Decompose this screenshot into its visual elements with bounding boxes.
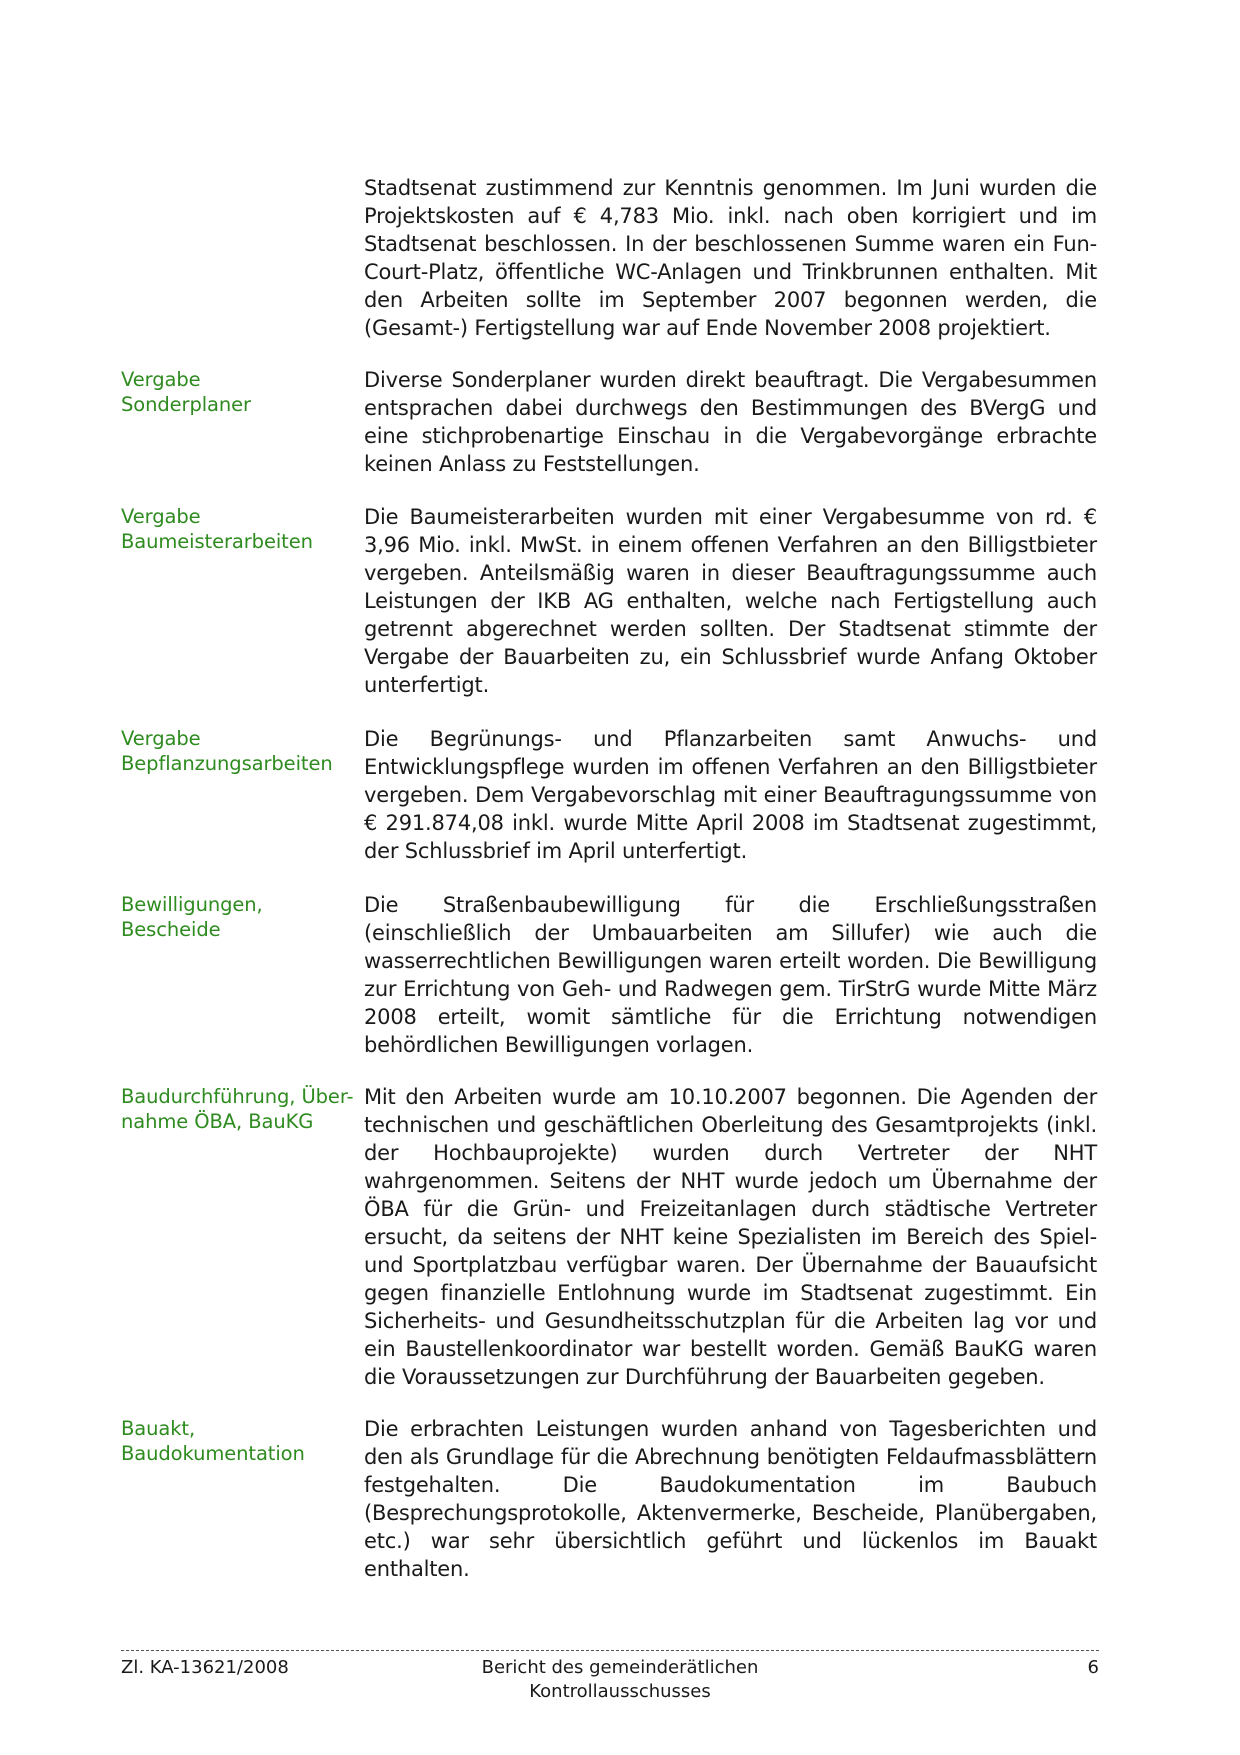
paragraph-bauakt: Die erbrachten Leistungen wurden anhand von Tagesberichten und den als Grundlage für die Abrechnung benötigten Feldaufmassblättern festgehalten. Die Baudokumentation im Baubuch (Besprechungsprotokolle, Aktenvermerke, Bescheide, Planübergaben, etc.) war sehr übersichtlich geführt und lückenlos im Bauakt enthalten. — [364, 1417, 1097, 1581]
page-number: 6 — [1087, 1657, 1099, 1678]
paragraph-baudurchfuehrung: Mit den Arbeiten wurde am 10.10.2007 begonnen. Die Agenden der technischen und geschäftlichen Oberleitung des Gesamtprojekts (inkl. der Hochbauprojekte) wurden durch Vertreter der NHT wahrgenommen. Seitens der NHT wurde jedoch um Übernahme der ÖBA für die Grün- und Freizeitanlagen durch städtische Vertreter ersucht, da seitens der NHT keine Spezialisten im Bereich des Spiel- und Sportplatzbau verfügbar waren. Der Übernahme der Bauaufsicht gegen finanzielle Entlohnung wurde im Stadtsenat zugestimmt. Ein Sicherheits- und Gesundheitsschutzplan für die Arbeiten lag vor und ein Baustellenkoordinator war bestellt worden. Gemäß BauKG waren die Voraussetzungen zur Durchführung der Bauarbeiten gegeben. — [364, 1085, 1097, 1389]
margin-note-baudurchfuehrung — [121, 1084, 356, 1134]
footer-divider — [121, 1650, 1099, 1651]
margin-note-line: Vergabe — [121, 368, 201, 391]
footer-reference: Zl. KA-13621/2008 — [121, 1657, 289, 1678]
margin-note-line: Bepflanzungsarbeiten — [121, 752, 333, 775]
margin-note-line: Bauakt, — [121, 1417, 196, 1440]
paragraph-baumeisterarbeiten: Die Baumeisterarbeiten wurden mit einer Vergabesumme von rd. € 3,96 Mio. inkl. MwSt. in einem offenen Verfahren an den Billigstbieter vergeben. Anteilsmäßig waren in dieser Beauftragungssumme auch Leistungen der IKB AG enthalten, welche nach Fertigstellung auch getrennt abgerechnet werden sollten. Der Stadtsenat stimmte der Vergabe der Bauarbeiten zu, ein Schlussbrief wurde Anfang Oktober unterfertigt. — [364, 505, 1097, 697]
margin-note-vergabe-baumeisterarbeiten — [121, 504, 356, 554]
paragraph-sonderplaner: Diverse Sonderplaner wurden direkt beauftragt. Die Vergabesummen entsprachen dabei durchwegs den Bestimmungen des BVergG und eine stichprobenartige Einschau in die Vergabevorgänge erbrachte keinen Anlass zu Feststellungen. — [364, 368, 1097, 476]
margin-note-vergabe-bepflanzungsarbeiten — [121, 726, 356, 776]
margin-note-line: Bescheide — [121, 918, 221, 941]
footer-title: Bericht des gemeinderätlichen Kontrollausschusses — [481, 1657, 759, 1702]
paragraph-continuation: Stadtsenat zustimmend zur Kenntnis genommen. Im Juni wurden die Projektskosten auf € 4,783 Mio. inkl. nach oben korrigiert und im Stadtsenat beschlossen. In der beschlossenen Summe waren ein Fun-Court-Platz, öffentliche WC-Anlagen und Trinkbrunnen enthalten. Mit den Arbeiten sollte im September 2007 begonnen werden, die (Gesamt-) Fertigstellung war auf Ende November 2008 projektiert. — [364, 176, 1097, 340]
margin-note-bewilligungen-bescheide — [121, 892, 356, 942]
paragraph-bepflanzungsarbeiten: Die Begrünungs- und Pflanzarbeiten samt Anwuchs- und Entwicklungspflege wurden im offenen Verfahren an den Billigstbieter vergeben. Dem Vergabevorschlag mit einer Beauftragungssumme von € 291.874,08 inkl. wurde Mitte April 2008 im Stadtsenat zugestimmt, der Schlussbrief im April unterfertigt. — [364, 727, 1097, 863]
margin-note-line: Baudokumentation — [121, 1442, 305, 1465]
paragraph-bewilligungen: Die Straßenbaubewilligung für die Erschließungsstraßen (einschließlich der Umbauarbeiten am Sillufer) wie auch die wasserrechtlichen Bewilligungen waren erteilt worden. Die Bewilligung zur Errichtung von Geh- und Radwegen gem. TirStrG wurde Mitte März 2008 erteilt, womit sämtliche für die Errichtung notwendigen behördlichen Bewilligungen vorlagen. — [364, 893, 1097, 1057]
margin-note-line: Baudurchführung, Über- — [121, 1085, 354, 1108]
margin-note-line: Sonderplaner — [121, 393, 251, 416]
margin-note-line: Bewilligungen, — [121, 893, 263, 916]
margin-note-line: Baumeisterarbeiten — [121, 530, 313, 553]
margin-note-line: Vergabe — [121, 505, 201, 528]
margin-note-line: nahme ÖBA, BauKG — [121, 1110, 314, 1133]
margin-note-line: Vergabe — [121, 727, 201, 750]
margin-note-vergabe-sonderplaner — [121, 367, 356, 417]
margin-note-bauakt-baudokumentation — [121, 1416, 356, 1466]
